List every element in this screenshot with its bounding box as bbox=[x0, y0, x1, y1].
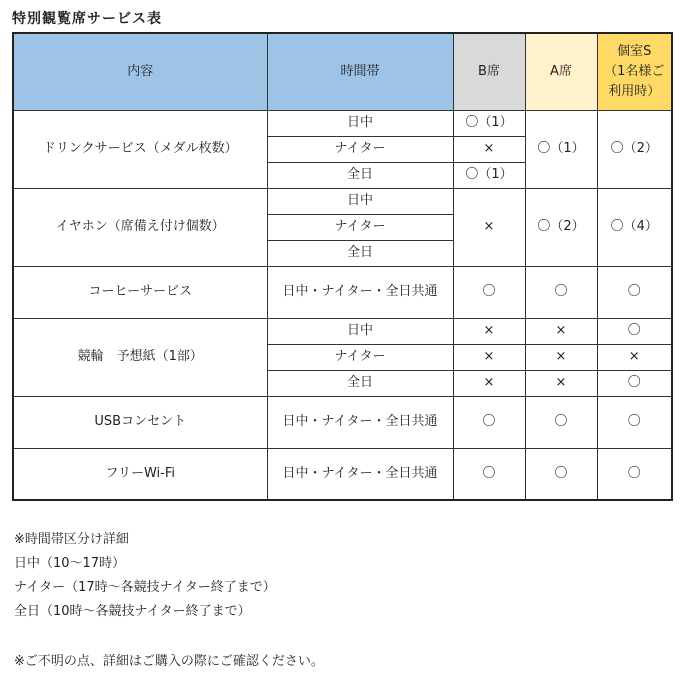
table-row bbox=[13, 318, 672, 344]
wifi-time: 日中・ナイター・全日共通 bbox=[267, 448, 453, 500]
drink-b-day: 〇（1） bbox=[453, 110, 525, 136]
note-time-detail: ※時間帯区分け詳細 bbox=[14, 532, 129, 547]
drink-time-day: 日中 bbox=[267, 110, 453, 136]
usb-time: 日中・ナイター・全日共通 bbox=[267, 396, 453, 448]
header-private-s bbox=[597, 33, 672, 110]
drink-s: 〇（2） bbox=[597, 110, 672, 188]
usb-b: 〇 bbox=[453, 396, 525, 448]
coffee-label: コーヒーサービス bbox=[13, 266, 267, 318]
header-private-s-line3: 利用時） bbox=[608, 83, 661, 99]
note-allday: 全日（10時～各競技ナイター終了まで） bbox=[14, 604, 251, 619]
keirin-b-allday: × bbox=[453, 370, 525, 396]
header-a-seat: A席 bbox=[525, 33, 597, 110]
table-row bbox=[13, 448, 672, 500]
keirin-time-day: 日中 bbox=[267, 318, 453, 344]
usb-s: 〇 bbox=[597, 396, 672, 448]
wifi-label: フリーWi-Fi bbox=[13, 448, 267, 500]
drink-b-allday: 〇（1） bbox=[453, 162, 525, 188]
drink-time-nighter: ナイター bbox=[267, 136, 453, 162]
earphone-s: 〇（4） bbox=[597, 188, 672, 266]
note-inquiry: ※ご不明の点、詳細はご購入の際にご確認ください。 bbox=[14, 654, 324, 669]
keirin-b-day: × bbox=[453, 318, 525, 344]
page-title: 特別観覧席サービス表 bbox=[12, 11, 162, 27]
wifi-b: 〇 bbox=[453, 448, 525, 500]
note-nighter: ナイター（17時～各競技ナイター終了まで） bbox=[14, 580, 276, 595]
notes bbox=[14, 528, 324, 674]
header-row bbox=[13, 33, 672, 110]
keirin-s-day: 〇 bbox=[597, 318, 672, 344]
header-b-seat: B席 bbox=[453, 33, 525, 110]
drink-time-allday: 全日 bbox=[267, 162, 453, 188]
keirin-a-day: × bbox=[525, 318, 597, 344]
header-content: 内容 bbox=[13, 33, 267, 110]
header-private-s-line2: （1名様ご bbox=[604, 63, 665, 79]
note-spacer bbox=[14, 624, 324, 650]
table-row bbox=[13, 110, 672, 136]
keirin-a-nighter: × bbox=[525, 344, 597, 370]
drink-a: 〇（1） bbox=[525, 110, 597, 188]
keirin-label: 競輪 予想紙（1部） bbox=[13, 318, 267, 396]
drink-label: ドリンクサービス（メダル枚数） bbox=[13, 110, 267, 188]
table-row bbox=[13, 396, 672, 448]
earphone-time-nighter: ナイター bbox=[267, 214, 453, 240]
coffee-s: 〇 bbox=[597, 266, 672, 318]
keirin-s-allday: 〇 bbox=[597, 370, 672, 396]
table-row bbox=[13, 266, 672, 318]
keirin-time-nighter: ナイター bbox=[267, 344, 453, 370]
earphone-time-allday: 全日 bbox=[267, 240, 453, 266]
earphone-time-day: 日中 bbox=[267, 188, 453, 214]
table-row bbox=[13, 188, 672, 214]
drink-b-nighter: × bbox=[453, 136, 525, 162]
wifi-s: 〇 bbox=[597, 448, 672, 500]
earphone-label: イヤホン（席備え付け個数） bbox=[13, 188, 267, 266]
earphone-a: 〇（2） bbox=[525, 188, 597, 266]
service-table bbox=[12, 32, 673, 501]
coffee-a: 〇 bbox=[525, 266, 597, 318]
wifi-a: 〇 bbox=[525, 448, 597, 500]
coffee-time: 日中・ナイター・全日共通 bbox=[267, 266, 453, 318]
usb-a: 〇 bbox=[525, 396, 597, 448]
coffee-b: 〇 bbox=[453, 266, 525, 318]
usb-label: USBコンセント bbox=[13, 396, 267, 448]
earphone-b: × bbox=[453, 188, 525, 266]
keirin-s-nighter: × bbox=[597, 344, 672, 370]
keirin-time-allday: 全日 bbox=[267, 370, 453, 396]
keirin-a-allday: × bbox=[525, 370, 597, 396]
keirin-b-nighter: × bbox=[453, 344, 525, 370]
header-private-s-line1: 個室S bbox=[617, 43, 652, 59]
note-day: 日中（10～17時） bbox=[14, 556, 126, 571]
header-time: 時間帯 bbox=[267, 33, 453, 110]
